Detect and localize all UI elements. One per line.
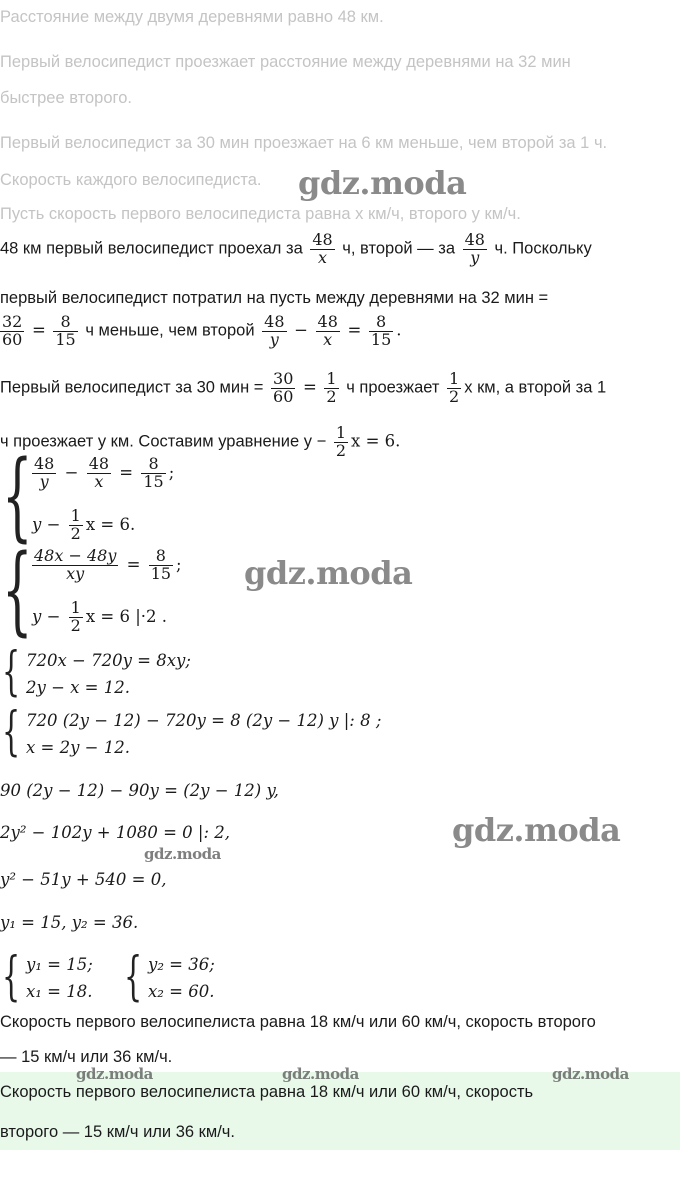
- system1-equation-1: $\frac{48}{y}$ − $\frac{48}{x}$ = $\frac{8}{15}$ ;: [34, 454, 175, 491]
- system6-equation-2: x₂ = 60.: [148, 982, 215, 1001]
- fraction-48-over-x: $\frac{48}{x}$: [317, 312, 338, 349]
- conclusion-line-1: Скорость первого велосипелиста равна 18 км/ч или 60 км/ч, скорость второго: [0, 1013, 596, 1031]
- watermark: gdz.moda: [144, 845, 221, 863]
- solution-text: ч проезжает: [346, 378, 440, 397]
- system-brace: {: [2, 440, 33, 552]
- solution-line-1: [0, 232, 592, 267]
- solution-text: x км, а второй за 1: [464, 378, 607, 397]
- condition-line-6: Пусть скорость первого велосипедиста равна x км/ч, второго y км/ч.: [0, 205, 521, 223]
- fraction-48-over-y: $\frac{48}{y}$: [464, 230, 485, 267]
- equation-2: 2y² − 102y + 1080 = 0 |: 2,: [0, 823, 231, 842]
- solution-text: Первый велосипедист за 30 мин =: [0, 378, 264, 397]
- system-brace: {: [2, 702, 21, 762]
- condition-line-1: Расстояние между двумя деревнями равно 48 км.: [0, 8, 384, 26]
- conclusion-line-2: — 15 км/ч или 36 км/ч.: [0, 1048, 173, 1066]
- watermark: gdz.moda: [298, 164, 467, 202]
- system-brace: {: [124, 947, 143, 1007]
- system-brace: {: [2, 642, 21, 702]
- fraction-1-over-2: $\frac{1}{2}$: [335, 423, 347, 460]
- system3-equation-2: 2y − x = 12.: [26, 678, 130, 697]
- watermark: gdz.moda: [552, 1065, 629, 1083]
- system2-equation-1: $\frac{48x - 48y}{xy}$ = $\frac{8}{15}$ ;: [34, 546, 182, 583]
- system3-equation-1: 720x − 720y = 8xy;: [26, 651, 191, 670]
- fraction-8-over-15: $\frac{8}{15}$: [55, 312, 76, 349]
- solution-line-2: первый велосипедист потратил на пусть между деревнями на 32 мин =: [0, 289, 549, 307]
- answer-line-1: Скорость первого велосипелиста равна 18 км/ч или 60 км/ч, скорость: [0, 1083, 534, 1101]
- fraction-1-over-2: $\frac{1}{2}$: [449, 369, 460, 406]
- system4-equation-2: x = 2y − 12.: [26, 738, 130, 757]
- fraction-8-over-15: $\frac{8}{15}$: [370, 312, 392, 349]
- fraction-1-over-2: $\frac{1}{2}$: [326, 369, 337, 406]
- condition-line-2: Первый велосипедист проезжает расстояние между деревнями на 32 мин: [0, 53, 571, 71]
- condition-line-3: быстрее второго.: [0, 89, 132, 107]
- watermark: gdz.moda: [282, 1065, 359, 1083]
- system-brace: {: [2, 947, 21, 1007]
- solution-text: ч, второй — за: [342, 239, 455, 258]
- solution-line-3: $\frac{32}{60}$ = $\frac{8}{15}$ ч меньше, чем второй $\frac{48}{y}$ − $\frac{48}{x}$ = $\frac{8}{15}$ .: [2, 312, 402, 349]
- watermark: gdz.moda: [76, 1065, 153, 1083]
- solution-line-4: Первый велосипедист за 30 мин = $\frac{30}{60}$ = $\frac{1}{2}$ ч проезжает $\frac{1}{2}$ x км, а второй за 1: [0, 369, 607, 406]
- solution-text: ч меньше, чем второй: [85, 321, 255, 340]
- watermark: gdz.moda: [244, 554, 413, 592]
- fraction-48-over-x: $\frac{48}{x}$: [312, 230, 333, 267]
- fraction-48-over-y: $\frac{48}{y}$: [264, 312, 285, 349]
- equation-4: y₁ = 15, y₂ = 36.: [0, 913, 139, 932]
- system2-equation-2: y − $\frac{1}{2}$ x = 6 |·2 .: [32, 598, 167, 635]
- system4-equation-1: 720 (2y − 12) − 720y = 8 (2y − 12) y |: 8 ;: [26, 711, 382, 730]
- system5-equation-2: x₁ = 18.: [26, 982, 93, 1001]
- solution-text: ч. Поскольку: [494, 239, 592, 258]
- fraction-30-over-60: $\frac{30}{60}$: [273, 369, 294, 406]
- watermark: gdz.moda: [452, 811, 621, 849]
- solution-text: x = 6.: [351, 431, 401, 451]
- system5-equation-1: y₁ = 15;: [26, 955, 93, 974]
- solution-text: ч проезжает y км. Составим уравнение y −: [0, 432, 327, 451]
- answer-line-2: второго — 15 км/ч или 36 км/ч.: [0, 1123, 235, 1141]
- equation-1: 90 (2y − 12) − 90y = (2y − 12) y,: [0, 781, 279, 800]
- equation-3: y² − 51y + 540 = 0,: [0, 870, 167, 889]
- solution-text: 48 км первый велосипедист проехал за: [0, 239, 303, 258]
- condition-line-4: Первый велосипедист за 30 мин проезжает на 6 км меньше, чем второй за 1 ч.: [0, 134, 608, 152]
- system1-equation-2: y − $\frac{1}{2}$ x = 6.: [32, 506, 136, 543]
- system6-equation-1: y₂ = 36;: [148, 955, 215, 974]
- fraction-32-over-60: $\frac{32}{60}$: [2, 312, 23, 349]
- solution-line-5: [0, 425, 400, 460]
- system-brace: {: [2, 534, 33, 646]
- condition-line-5: Скорость каждого велосипедиста.: [0, 171, 262, 189]
